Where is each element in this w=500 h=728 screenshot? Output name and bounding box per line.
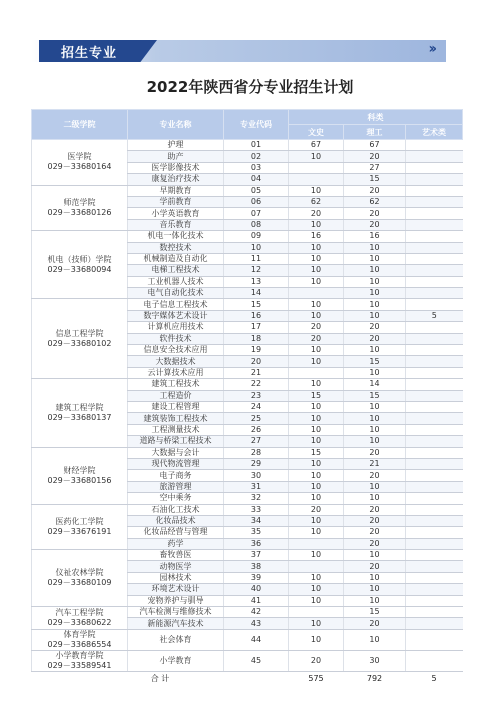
code-cell: 09	[224, 231, 289, 242]
major-cell: 新能源汽车技术	[128, 618, 224, 629]
yishu-cell	[406, 345, 463, 356]
ligong-cell: 10	[344, 481, 406, 492]
wenshi-cell: 10	[289, 629, 344, 650]
ligong-cell: 67	[344, 140, 406, 151]
table-row	[32, 550, 463, 561]
table-body	[32, 140, 463, 672]
yishu-cell	[406, 390, 463, 401]
major-cell: 数控技术	[128, 242, 224, 253]
yishu-cell	[406, 265, 463, 276]
wenshi-cell: 10	[289, 481, 344, 492]
wenshi-cell: 10	[289, 550, 344, 561]
major-cell: 康复治疗技术	[128, 174, 224, 185]
college-name: 仪祉农林学院	[55, 568, 104, 578]
ligong-cell: 10	[344, 572, 406, 583]
college-name: 医药化工学院	[55, 516, 104, 526]
code-cell: 24	[224, 401, 289, 412]
wenshi-cell: 10	[289, 151, 344, 162]
wenshi-cell: 10	[289, 572, 344, 583]
code-cell: 26	[224, 424, 289, 435]
code-cell: 39	[224, 572, 289, 583]
wenshi-cell: 20	[289, 208, 344, 219]
college-cell	[32, 140, 128, 186]
college-cell	[32, 231, 128, 299]
wenshi-cell: 20	[289, 322, 344, 333]
ligong-cell: 20	[344, 151, 406, 162]
yishu-cell	[406, 208, 463, 219]
wenshi-cell	[289, 288, 344, 299]
wenshi-cell	[289, 607, 344, 618]
code-cell: 04	[224, 174, 289, 185]
code-cell: 25	[224, 413, 289, 424]
code-cell: 14	[224, 288, 289, 299]
college-phone: 029－33680109	[47, 578, 112, 588]
yishu-cell	[406, 650, 463, 671]
major-cell: 小学英语教育	[128, 208, 224, 219]
ligong-cell: 10	[344, 493, 406, 504]
yishu-cell: 5	[406, 310, 463, 321]
ligong-cell: 10	[344, 253, 406, 264]
code-cell: 10	[224, 242, 289, 253]
major-cell: 社会体育	[128, 629, 224, 650]
yishu-cell	[406, 174, 463, 185]
college-cell	[32, 379, 128, 447]
college-phone: 029－33680156	[47, 475, 112, 485]
code-cell: 15	[224, 299, 289, 310]
major-cell: 计算机应用技术	[128, 322, 224, 333]
college-name: 小学教育学院	[55, 650, 104, 660]
code-cell: 30	[224, 470, 289, 481]
major-cell: 化妆品技术	[128, 515, 224, 526]
code-cell: 23	[224, 390, 289, 401]
ligong-cell: 20	[344, 333, 406, 344]
header-wenshi: 文史	[289, 125, 344, 140]
table-row	[32, 231, 463, 242]
code-cell: 34	[224, 515, 289, 526]
college-phone: 029－33680094	[47, 264, 112, 274]
ligong-cell: 15	[344, 607, 406, 618]
double-chevron-right-icon: ››	[428, 41, 434, 57]
yishu-cell	[406, 595, 463, 606]
yishu-cell	[406, 356, 463, 367]
table-row	[32, 629, 463, 650]
major-cell: 畜牧兽医	[128, 550, 224, 561]
ligong-cell: 20	[344, 515, 406, 526]
ligong-cell: 15	[344, 356, 406, 367]
yishu-cell	[406, 196, 463, 207]
ligong-cell: 10	[344, 436, 406, 447]
wenshi-cell: 10	[289, 458, 344, 469]
yishu-cell	[406, 458, 463, 469]
yishu-cell	[406, 561, 463, 572]
wenshi-cell: 16	[289, 231, 344, 242]
college-phone: 029－33680137	[47, 412, 112, 422]
page-title: 2022年陕西省分专业招生计划	[146, 78, 354, 96]
section-banner	[31, 40, 446, 62]
code-cell: 06	[224, 196, 289, 207]
ligong-cell: 62	[344, 196, 406, 207]
college-cell	[32, 550, 128, 607]
yishu-cell	[406, 276, 463, 287]
code-cell: 16	[224, 310, 289, 321]
major-cell: 音乐教育	[128, 219, 224, 230]
wenshi-cell: 10	[289, 618, 344, 629]
major-cell: 空中乘务	[128, 493, 224, 504]
yishu-cell	[406, 470, 463, 481]
yishu-cell	[406, 481, 463, 492]
code-cell: 40	[224, 584, 289, 595]
ligong-cell: 10	[344, 629, 406, 650]
ligong-cell: 20	[344, 470, 406, 481]
ligong-cell: 20	[344, 618, 406, 629]
table-row	[32, 379, 463, 390]
wenshi-cell: 67	[289, 140, 344, 151]
ligong-cell: 16	[344, 231, 406, 242]
college-phone: 029－33680622	[47, 617, 112, 627]
table-row	[32, 504, 463, 515]
header-major: 专业名称	[128, 110, 224, 140]
yishu-cell	[406, 253, 463, 264]
major-cell: 化妆品经营与管理	[128, 527, 224, 538]
wenshi-cell	[289, 367, 344, 378]
code-cell: 32	[224, 493, 289, 504]
college-phone: 029－33680164	[47, 162, 112, 172]
wenshi-cell: 10	[289, 584, 344, 595]
yishu-cell	[406, 538, 463, 549]
wenshi-cell: 10	[289, 424, 344, 435]
ligong-cell: 10	[344, 265, 406, 276]
major-cell: 电子信息工程技术	[128, 299, 224, 310]
wenshi-cell: 10	[289, 345, 344, 356]
yishu-cell	[406, 629, 463, 650]
yishu-cell	[406, 607, 463, 618]
code-cell: 31	[224, 481, 289, 492]
wenshi-cell: 10	[289, 253, 344, 264]
ligong-cell: 20	[344, 447, 406, 458]
wenshi-cell: 10	[289, 379, 344, 390]
wenshi-cell: 10	[289, 185, 344, 196]
header-category: 科类	[289, 110, 463, 125]
ligong-cell: 10	[344, 550, 406, 561]
header-college: 二级学院	[32, 110, 128, 140]
wenshi-cell: 10	[289, 470, 344, 481]
college-cell	[32, 650, 128, 671]
yishu-cell	[406, 572, 463, 583]
ligong-cell: 10	[344, 424, 406, 435]
college-cell	[32, 504, 128, 550]
major-cell: 环境艺术设计	[128, 584, 224, 595]
code-cell: 43	[224, 618, 289, 629]
yishu-cell	[406, 151, 463, 162]
ligong-cell: 10	[344, 367, 406, 378]
ligong-cell: 14	[344, 379, 406, 390]
code-cell: 20	[224, 356, 289, 367]
code-cell: 05	[224, 185, 289, 196]
major-cell: 电气自动化技术	[128, 288, 224, 299]
ligong-cell: 27	[344, 162, 406, 173]
major-cell: 石油化工技术	[128, 504, 224, 515]
code-cell: 27	[224, 436, 289, 447]
wenshi-cell: 10	[289, 493, 344, 504]
yishu-cell	[406, 379, 463, 390]
enrollment-plan-table	[31, 109, 463, 685]
header-yishu: 艺术类	[406, 125, 463, 140]
major-cell: 小学教育	[128, 650, 224, 671]
total-ligong: 792	[344, 671, 406, 685]
major-cell: 工程造价	[128, 390, 224, 401]
major-cell: 大数据技术	[128, 356, 224, 367]
ligong-cell: 10	[344, 276, 406, 287]
major-cell: 建筑装饰工程技术	[128, 413, 224, 424]
wenshi-cell	[289, 561, 344, 572]
wenshi-cell: 10	[289, 310, 344, 321]
major-cell: 数字媒体艺术设计	[128, 310, 224, 321]
code-cell: 19	[224, 345, 289, 356]
college-cell	[32, 629, 128, 650]
table-row	[32, 299, 463, 310]
college-name: 机电（技师）学院	[47, 254, 112, 264]
ligong-cell: 10	[344, 310, 406, 321]
wenshi-cell	[289, 174, 344, 185]
code-cell: 07	[224, 208, 289, 219]
ligong-cell: 10	[344, 288, 406, 299]
code-cell: 03	[224, 162, 289, 173]
college-name: 汽车工程学院	[55, 607, 104, 617]
yishu-cell	[406, 584, 463, 595]
code-cell: 22	[224, 379, 289, 390]
yishu-cell	[406, 436, 463, 447]
yishu-cell	[406, 493, 463, 504]
major-cell: 软件技术	[128, 333, 224, 344]
college-name: 信息工程学院	[55, 328, 104, 338]
table-row	[32, 185, 463, 196]
wenshi-cell: 10	[289, 401, 344, 412]
code-cell: 28	[224, 447, 289, 458]
yishu-cell	[406, 185, 463, 196]
code-cell: 02	[224, 151, 289, 162]
wenshi-cell: 10	[289, 356, 344, 367]
wenshi-cell: 10	[289, 299, 344, 310]
code-cell: 08	[224, 219, 289, 230]
ligong-cell: 15	[344, 390, 406, 401]
code-cell: 18	[224, 333, 289, 344]
major-cell: 现代物流管理	[128, 458, 224, 469]
wenshi-cell	[289, 162, 344, 173]
code-cell: 01	[224, 140, 289, 151]
wenshi-cell: 10	[289, 242, 344, 253]
ligong-cell: 20	[344, 185, 406, 196]
ligong-cell: 20	[344, 538, 406, 549]
header-ligong: 理工	[344, 125, 406, 140]
wenshi-cell: 10	[289, 595, 344, 606]
yishu-cell	[406, 322, 463, 333]
wenshi-cell: 15	[289, 390, 344, 401]
code-cell: 42	[224, 607, 289, 618]
major-cell: 旅游管理	[128, 481, 224, 492]
college-cell	[32, 447, 128, 504]
college-name: 财经学院	[63, 465, 96, 475]
code-cell: 44	[224, 629, 289, 650]
ligong-cell: 15	[344, 174, 406, 185]
yishu-cell	[406, 515, 463, 526]
code-cell: 11	[224, 253, 289, 264]
yishu-cell	[406, 401, 463, 412]
ligong-cell: 20	[344, 208, 406, 219]
college-name: 建筑工程学院	[55, 402, 104, 412]
table-row	[32, 140, 463, 151]
college-name: 医学院	[67, 152, 92, 162]
ligong-cell: 20	[344, 219, 406, 230]
wenshi-cell: 10	[289, 436, 344, 447]
wenshi-cell: 10	[289, 413, 344, 424]
ligong-cell: 30	[344, 650, 406, 671]
yishu-cell	[406, 288, 463, 299]
yishu-cell	[406, 242, 463, 253]
ligong-cell: 10	[344, 345, 406, 356]
college-name: 师范学院	[63, 197, 96, 207]
wenshi-cell: 62	[289, 196, 344, 207]
table-row	[32, 650, 463, 671]
college-phone: 029－33680126	[47, 207, 112, 217]
major-cell: 动物医学	[128, 561, 224, 572]
major-cell: 医学影像技术	[128, 162, 224, 173]
major-cell: 电梯工程技术	[128, 265, 224, 276]
code-cell: 41	[224, 595, 289, 606]
major-cell: 电子商务	[128, 470, 224, 481]
major-cell: 工业机器人技术	[128, 276, 224, 287]
yishu-cell	[406, 618, 463, 629]
major-cell: 道路与桥梁工程技术	[128, 436, 224, 447]
yishu-cell	[406, 550, 463, 561]
major-cell: 建设工程管理	[128, 401, 224, 412]
yishu-cell	[406, 424, 463, 435]
yishu-cell	[406, 504, 463, 515]
yishu-cell	[406, 299, 463, 310]
college-phone: 029－33680102	[47, 338, 112, 348]
wenshi-cell: 20	[289, 650, 344, 671]
yishu-cell	[406, 162, 463, 173]
college-cell	[32, 299, 128, 379]
ligong-cell: 21	[344, 458, 406, 469]
major-cell: 学前教育	[128, 196, 224, 207]
college-name: 体育学院	[63, 629, 96, 639]
code-cell: 29	[224, 458, 289, 469]
code-cell: 35	[224, 527, 289, 538]
major-cell: 建筑工程技术	[128, 379, 224, 390]
code-cell: 38	[224, 561, 289, 572]
major-cell: 药学	[128, 538, 224, 549]
wenshi-cell: 10	[289, 527, 344, 538]
code-cell: 37	[224, 550, 289, 561]
major-cell: 大数据与会计	[128, 447, 224, 458]
college-phone: 029－33589541	[47, 660, 112, 670]
ligong-cell: 20	[344, 527, 406, 538]
ligong-cell: 20	[344, 322, 406, 333]
yishu-cell	[406, 219, 463, 230]
yishu-cell	[406, 140, 463, 151]
total-label: 合 计	[32, 671, 289, 685]
major-cell: 宠物养护与驯导	[128, 595, 224, 606]
major-cell: 机械制造及自动化	[128, 253, 224, 264]
wenshi-cell: 15	[289, 447, 344, 458]
header-code: 专业代码	[224, 110, 289, 140]
wenshi-cell: 10	[289, 219, 344, 230]
major-cell: 机电一体化技术	[128, 231, 224, 242]
total-wenshi: 575	[289, 671, 344, 685]
code-cell: 45	[224, 650, 289, 671]
total-yishu: 5	[406, 671, 463, 685]
college-phone: 029－33676191	[47, 526, 112, 536]
major-cell: 工程测量技术	[128, 424, 224, 435]
yishu-cell	[406, 447, 463, 458]
table-row	[32, 447, 463, 458]
table-header	[32, 110, 463, 140]
code-cell: 33	[224, 504, 289, 515]
major-cell: 早期教育	[128, 185, 224, 196]
wenshi-cell: 10	[289, 515, 344, 526]
major-cell: 助产	[128, 151, 224, 162]
ligong-cell: 10	[344, 401, 406, 412]
wenshi-cell	[289, 538, 344, 549]
ligong-cell: 10	[344, 595, 406, 606]
wenshi-cell: 20	[289, 504, 344, 515]
major-cell: 云计算技术应用	[128, 367, 224, 378]
code-cell: 17	[224, 322, 289, 333]
wenshi-cell: 10	[289, 265, 344, 276]
college-cell	[32, 607, 128, 630]
wenshi-cell: 10	[289, 276, 344, 287]
yishu-cell	[406, 231, 463, 242]
ligong-cell: 20	[344, 561, 406, 572]
major-cell: 护理	[128, 140, 224, 151]
yishu-cell	[406, 333, 463, 344]
code-cell: 12	[224, 265, 289, 276]
major-cell: 园林技术	[128, 572, 224, 583]
college-cell	[32, 185, 128, 231]
ligong-cell: 10	[344, 299, 406, 310]
ligong-cell: 10	[344, 584, 406, 595]
code-cell: 36	[224, 538, 289, 549]
total-row	[32, 671, 463, 685]
yishu-cell	[406, 367, 463, 378]
college-phone: 029－33686554	[47, 639, 112, 649]
banner-label: 招生专业	[61, 46, 118, 61]
yishu-cell	[406, 413, 463, 424]
code-cell: 13	[224, 276, 289, 287]
major-cell: 汽车检测与维修技术	[128, 607, 224, 618]
wenshi-cell: 20	[289, 333, 344, 344]
ligong-cell: 10	[344, 413, 406, 424]
major-cell: 信息安全技术应用	[128, 345, 224, 356]
yishu-cell	[406, 527, 463, 538]
ligong-cell: 10	[344, 242, 406, 253]
code-cell: 21	[224, 367, 289, 378]
ligong-cell: 20	[344, 504, 406, 515]
table-row	[32, 607, 463, 618]
